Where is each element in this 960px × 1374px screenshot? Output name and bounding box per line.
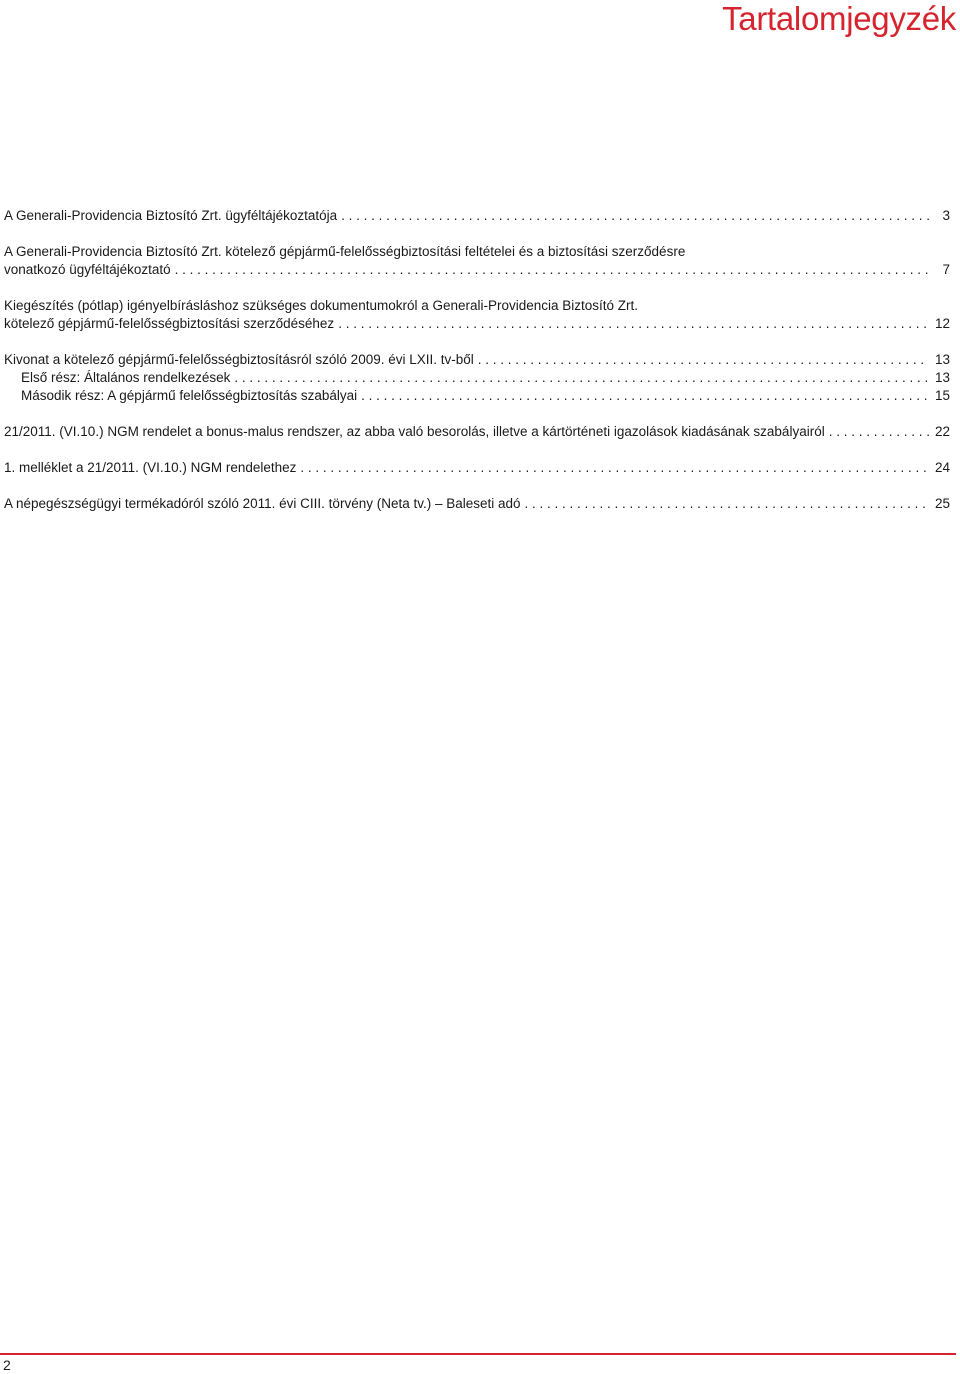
- toc-entry-label: A népegészségügyi termékadóról szóló 2011. évi CIII. törvény (Neta tv.) – Baleseti adó: [4, 496, 521, 511]
- dot-leader: [171, 261, 930, 279]
- toc-page-number: 15: [934, 388, 950, 403]
- table-of-contents: [4, 207, 950, 513]
- toc-page-number: 25: [934, 496, 950, 511]
- dot-leader: [825, 423, 929, 441]
- toc-entry-label: 1. melléklet a 21/2011. (VI.10.) NGM rendelethez: [4, 460, 297, 475]
- page-number: 2: [3, 1357, 11, 1373]
- toc-entry-neta[interactable]: [4, 495, 950, 513]
- toc-page-number: 13: [934, 352, 950, 367]
- dot-leader: [474, 351, 929, 369]
- toc-page-number: 24: [934, 460, 950, 475]
- dot-leader: [337, 207, 930, 225]
- toc-entry-masodik-resz[interactable]: [4, 387, 950, 405]
- toc-entry-ngm-rendelet[interactable]: [4, 423, 950, 441]
- toc-entry-melleklet[interactable]: [4, 459, 950, 477]
- toc-entry-label-line: A Generali-Providencia Biztosító Zrt. kötelező gépjármű-felelősségbiztosítási feltételei és a biztosítási szerződésre: [4, 244, 686, 259]
- dot-leader: [521, 495, 929, 513]
- dot-leader: [334, 315, 929, 333]
- dot-leader: [296, 459, 929, 477]
- toc-entry-label-line: Kiegészítés (pótlap) igényelbírásláshoz szükséges dokumentumokról a Generali-Providencia Biztosító Zrt.: [4, 298, 639, 313]
- toc-entry-label: A Generali-Providencia Biztosító Zrt. ügyféltájékoztatója: [4, 208, 338, 223]
- toc-entry-potlap[interactable]: [4, 297, 950, 333]
- dot-leader: [230, 369, 929, 387]
- toc-entry-elso-resz[interactable]: [4, 369, 950, 387]
- toc-entry-label: kötelező gépjármű-felelősségbiztosítási szerződéséhez: [4, 316, 335, 331]
- toc-page-number: 13: [934, 370, 950, 385]
- toc-entry-label: Első rész: Általános rendelkezések: [21, 370, 231, 385]
- toc-page-number: 12: [934, 316, 950, 331]
- toc-entry-label: Második rész: A gépjármű felelősségbiztosítás szabályai: [21, 388, 358, 403]
- toc-entry-label: Kivonat a kötelező gépjármű-felelősségbiztosításról szóló 2009. évi LXII. tv-ből: [4, 352, 474, 367]
- toc-entry-ugyfeltajekoztato[interactable]: [4, 207, 950, 225]
- toc-entry-kivonat[interactable]: [4, 351, 950, 369]
- toc-page-number: 7: [942, 262, 950, 277]
- toc-entry-kgfb-feltetelek[interactable]: [4, 243, 950, 279]
- toc-page-number: 22: [934, 424, 950, 439]
- page-title: Tartalomjegyzék: [722, 0, 956, 37]
- toc-entry-label: 21/2011. (VI.10.) NGM rendelet a bonus-malus rendszer, az abba való besorolás, illetve a kártörténeti igazolások kiadásának szabályairól: [4, 424, 825, 439]
- footer-divider: [0, 1353, 956, 1355]
- dot-leader: [357, 387, 929, 405]
- toc-entry-label: vonatkozó ügyféltájékoztató: [4, 262, 171, 277]
- toc-page-number: 3: [942, 208, 950, 223]
